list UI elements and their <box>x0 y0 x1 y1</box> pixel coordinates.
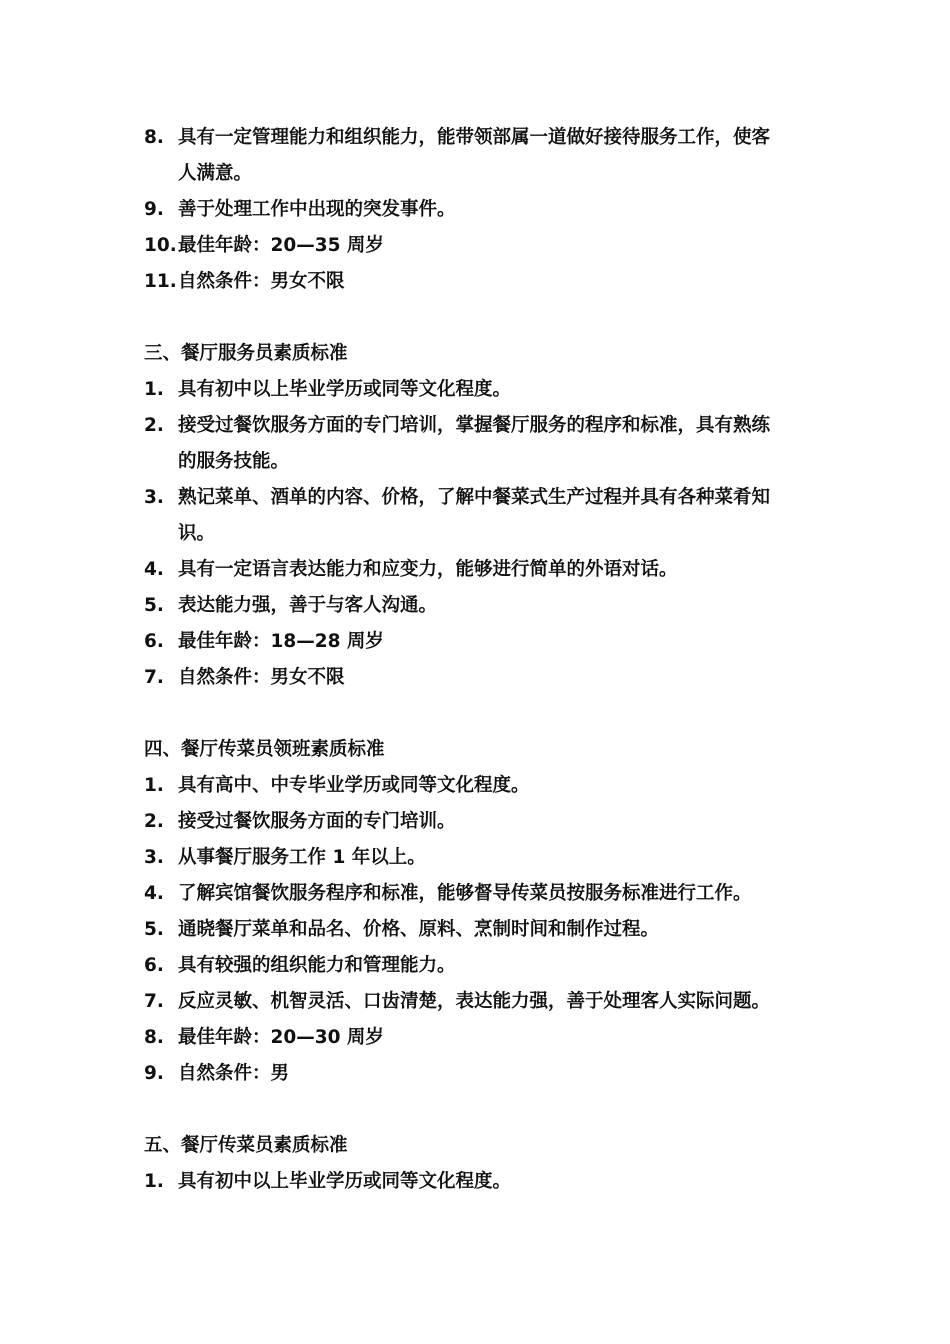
item-number: 8. <box>144 1027 164 1048</box>
item-text: 具有较强的组织能力和管理能力。 <box>178 955 456 976</box>
list-item <box>0 660 950 696</box>
item-number: 11. <box>144 271 177 292</box>
item-number: 9. <box>144 199 164 220</box>
section-gap <box>0 1092 950 1128</box>
list-item <box>0 984 950 1020</box>
item-text: 了解宾馆餐饮服务程序和标准，能够督导传菜员按服务标准进行工作。 <box>178 883 752 904</box>
item-text: 通晓餐厅菜单和品名、价格、原料、烹制时间和制作过程。 <box>178 919 660 940</box>
item-number: 3. <box>144 487 164 508</box>
item-text: 的服务技能。 <box>178 451 290 472</box>
section-heading <box>0 336 950 372</box>
list-item <box>0 804 950 840</box>
section-2-list <box>0 120 950 300</box>
list-item <box>0 912 950 948</box>
list-item <box>0 588 950 624</box>
item-text: 最佳年龄：20—30 周岁 <box>178 1027 384 1048</box>
item-text: 善于处理工作中出现的突发事件。 <box>178 199 456 220</box>
list-item <box>0 264 950 300</box>
list-item <box>0 1164 950 1200</box>
section-3 <box>0 336 950 696</box>
item-text: 从事餐厅服务工作 1 年以上。 <box>178 847 426 868</box>
section-5 <box>0 1128 950 1200</box>
list-item <box>0 1056 950 1092</box>
item-number: 7. <box>144 991 164 1012</box>
list-item <box>0 876 950 912</box>
section-title: 三、餐厅服务员素质标准 <box>144 343 348 364</box>
item-text: 具有一定管理能力和组织能力，能带领部属一道做好接待服务工作，使客 <box>178 127 771 148</box>
item-text: 接受过餐饮服务方面的专门培训。 <box>178 811 456 832</box>
list-item-continuation <box>0 444 950 480</box>
list-item <box>0 372 950 408</box>
list-item <box>0 120 950 156</box>
item-text: 自然条件：男女不限 <box>178 667 345 688</box>
item-number: 5. <box>144 919 164 940</box>
item-number: 7. <box>144 667 164 688</box>
item-number: 1. <box>144 775 164 796</box>
item-number: 2. <box>144 811 164 832</box>
item-number: 2. <box>144 415 164 436</box>
list-item <box>0 228 950 264</box>
section-title: 五、餐厅传菜员素质标准 <box>144 1135 348 1156</box>
section-4 <box>0 732 950 1092</box>
item-number: 1. <box>144 1171 164 1192</box>
item-number: 8. <box>144 127 164 148</box>
list-item <box>0 948 950 984</box>
item-text: 人满意。 <box>178 163 253 184</box>
list-item <box>0 408 950 444</box>
item-text: 自然条件：男女不限 <box>178 271 345 292</box>
item-text: 接受过餐饮服务方面的专门培训，掌握餐厅服务的程序和标准，具有熟练 <box>178 415 771 436</box>
item-number: 9. <box>144 1063 164 1084</box>
item-number: 10. <box>144 235 177 256</box>
item-text: 具有初中以上毕业学历或同等文化程度。 <box>178 379 512 400</box>
item-number: 3. <box>144 847 164 868</box>
item-number: 6. <box>144 631 164 652</box>
item-number: 6. <box>144 955 164 976</box>
item-number: 1. <box>144 379 164 400</box>
item-number: 5. <box>144 595 164 616</box>
item-text: 具有初中以上毕业学历或同等文化程度。 <box>178 1171 512 1192</box>
item-text: 反应灵敏、机智灵活、口齿清楚，表达能力强，善于处理客人实际问题。 <box>178 991 771 1012</box>
item-number: 4. <box>144 559 164 580</box>
section-gap <box>0 300 950 336</box>
section-gap <box>0 696 950 732</box>
list-item-continuation <box>0 156 950 192</box>
list-item <box>0 1020 950 1056</box>
list-item <box>0 840 950 876</box>
section-heading <box>0 1128 950 1164</box>
list-item <box>0 624 950 660</box>
list-item <box>0 192 950 228</box>
item-text: 具有一定语言表达能力和应变力，能够进行简单的外语对话。 <box>178 559 678 580</box>
item-text: 熟记菜单、酒单的内容、价格，了解中餐菜式生产过程并具有各种菜肴知 <box>178 487 771 508</box>
document-page <box>0 120 950 1200</box>
list-item-continuation <box>0 516 950 552</box>
item-text: 识。 <box>178 523 216 544</box>
section-heading <box>0 732 950 768</box>
item-text: 自然条件：男 <box>178 1063 290 1084</box>
item-text: 最佳年龄：18—28 周岁 <box>178 631 384 652</box>
section-title: 四、餐厅传菜员领班素质标准 <box>144 739 385 760</box>
item-text: 最佳年龄：20—35 周岁 <box>178 235 384 256</box>
item-text: 表达能力强，善于与客人沟通。 <box>178 595 438 616</box>
list-item <box>0 768 950 804</box>
list-item <box>0 552 950 588</box>
item-text: 具有高中、中专毕业学历或同等文化程度。 <box>178 775 530 796</box>
item-number: 4. <box>144 883 164 904</box>
list-item <box>0 480 950 516</box>
